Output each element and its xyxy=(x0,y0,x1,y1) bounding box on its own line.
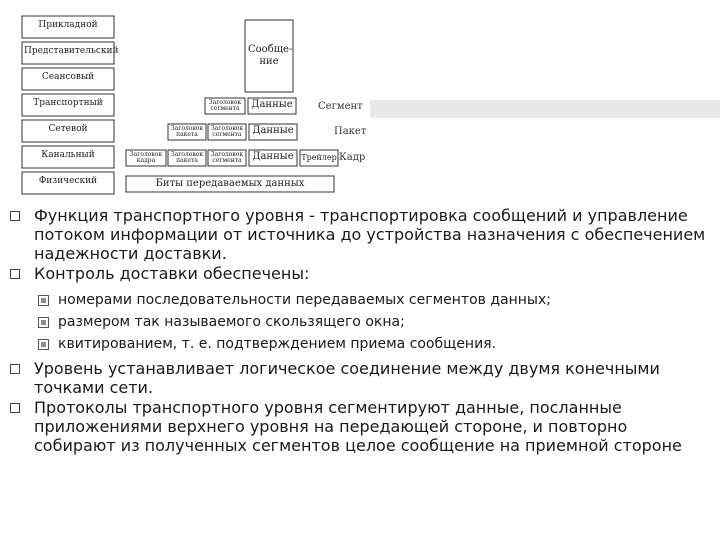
osi-encapsulation-diagram xyxy=(0,0,370,200)
sub-list-item: размером так называемого скользящего окна; xyxy=(38,311,710,333)
network-data-label: Данные xyxy=(252,125,294,136)
list-item: Контроль доставки обеспечены: xyxy=(10,264,710,283)
square-bullet-icon xyxy=(10,403,20,413)
list-item: Протоколы транспортного уровня сегментируют данные, посланные приложениями верхнего уровня на передающей стороне, и повторно собирают из полученных сегментов целое сообщение на приемной стороне xyxy=(10,398,710,455)
filled-square-bullet-icon xyxy=(38,339,49,350)
transport-data-label: Данные xyxy=(251,99,293,110)
side-label-segment: Сегмент xyxy=(318,101,363,112)
sub-list-item: квитированием, т. е. подтверждением приема сообщения. xyxy=(38,333,710,355)
side-label-packet: Пакет xyxy=(334,126,367,137)
layer-session: Сеансовый xyxy=(41,72,95,82)
list-item: Уровень устанавливает логическое соединение между двумя конечными точками сети. xyxy=(10,359,710,397)
layer-physical: Физический xyxy=(38,176,98,186)
link-header3-label: Заголовок сегмента xyxy=(210,151,244,164)
square-bullet-icon xyxy=(10,364,20,374)
link-header2-label: Заголовок пакета xyxy=(170,151,204,164)
list-item: Функция транспортного уровня - транспортировка сообщений и управление потоком информации от источника до устройства назначения с обеспечением надежности доставки. xyxy=(10,206,710,263)
network-header2-label: Заголовок сегмента xyxy=(210,125,244,138)
network-header-label: Заголовок пакета xyxy=(170,125,204,138)
layer-presentation: Представительский xyxy=(24,46,119,56)
layer-transport: Транспортный xyxy=(33,98,103,108)
sub-list xyxy=(38,289,710,355)
layer-application: Прикладной xyxy=(38,20,98,30)
square-bullet-icon xyxy=(10,269,20,279)
message-label: Сообще-ние xyxy=(248,44,293,67)
square-bullet-icon xyxy=(10,211,20,221)
filled-square-bullet-icon xyxy=(38,317,49,328)
link-trailer-label: Трейлер xyxy=(301,153,337,162)
filled-square-bullet-icon xyxy=(38,295,49,306)
layer-datalink: Канальный xyxy=(41,150,95,160)
transport-header-label: Заголовок сегмента xyxy=(208,99,242,112)
link-header-label: Заголовок кадра xyxy=(129,151,163,164)
sub-list-item: номерами последовательности передаваемых сегментов данных; xyxy=(38,289,710,311)
link-data-label: Данные xyxy=(252,151,294,162)
side-label-frame: Кадр xyxy=(339,152,366,163)
layer-network: Сетевой xyxy=(48,124,88,134)
bullet-list xyxy=(10,206,710,456)
physical-bits-label: Биты передаваемых данных xyxy=(155,178,305,189)
